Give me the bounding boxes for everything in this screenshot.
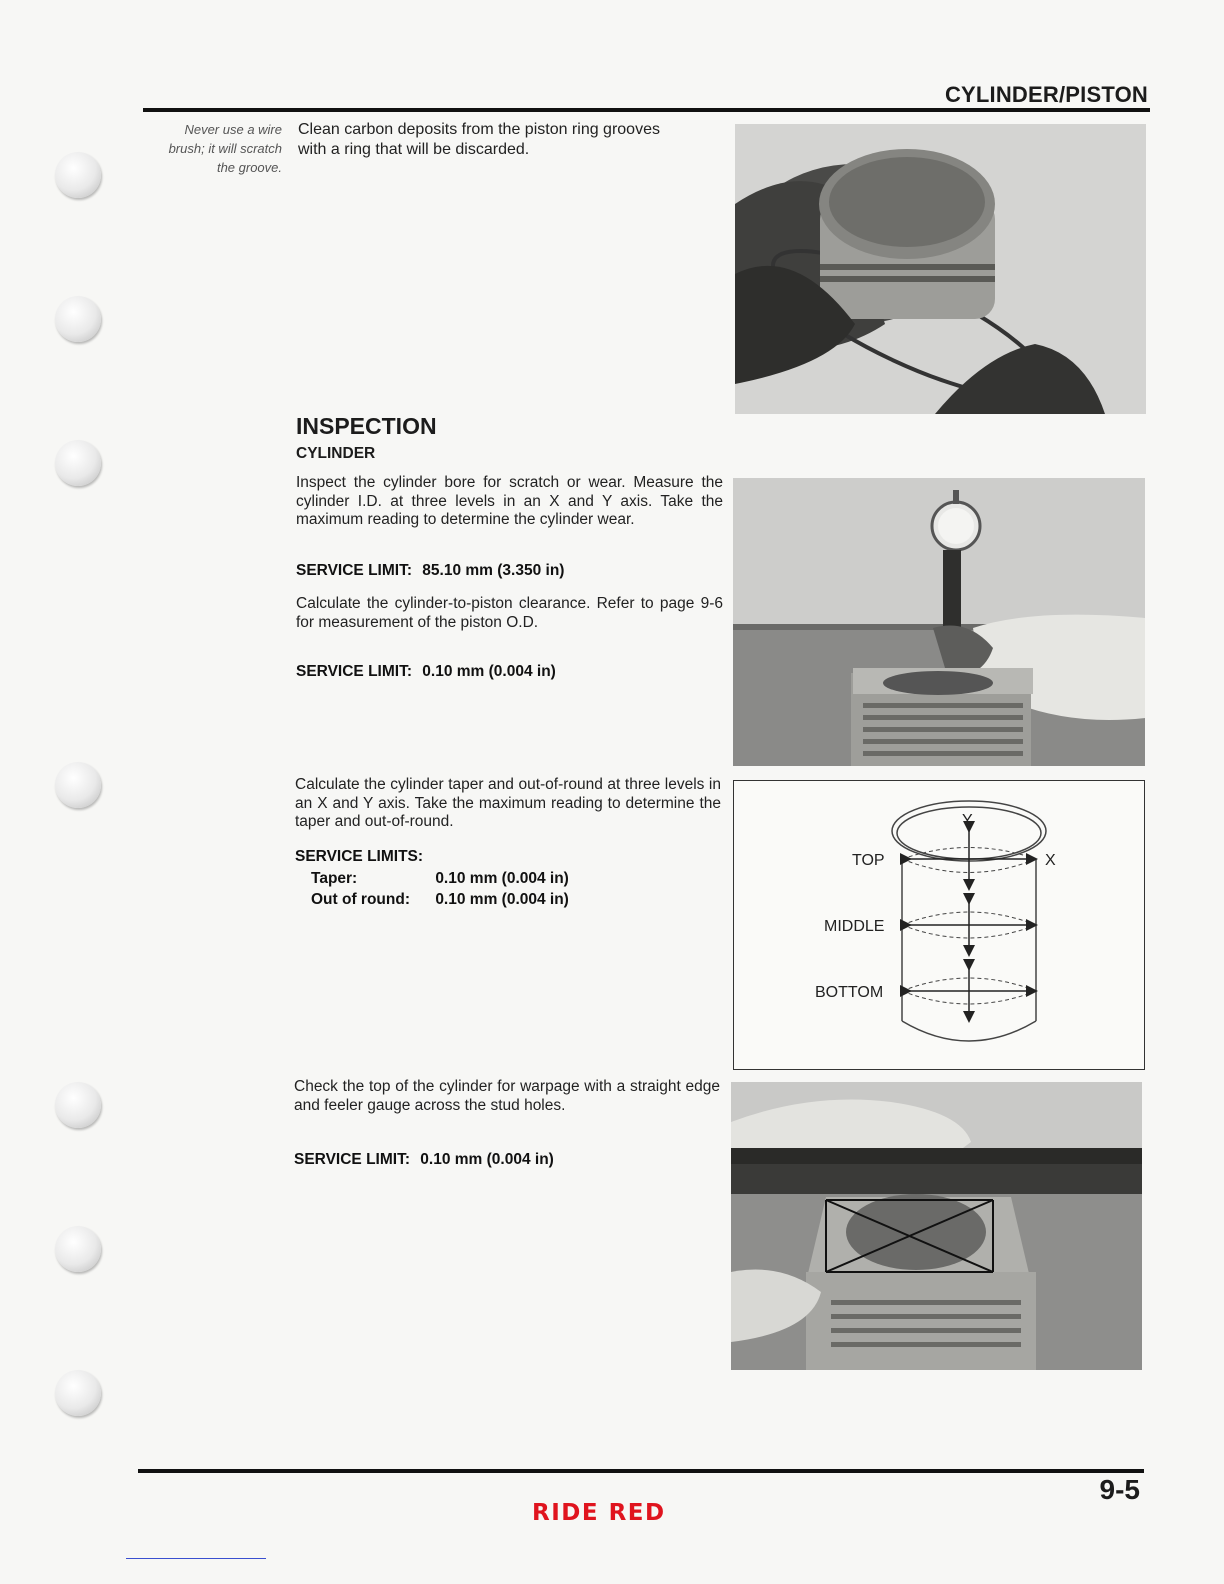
side-note-line: brush; it will scratch: [168, 141, 282, 156]
service-limit-warpage: [294, 1151, 554, 1169]
page-number: 9-5: [1099, 1474, 1140, 1505]
binder-hole: [55, 1082, 101, 1128]
bore-gauge-illustration: [733, 478, 1145, 766]
measurement-diagram: [733, 780, 1145, 1070]
taper-limit: [311, 870, 569, 888]
bottom-link-rule: [126, 1558, 266, 1559]
intro-line: Clean carbon deposits from the piston ring grooves: [298, 121, 660, 138]
out-of-round-limit: [311, 891, 569, 909]
inspection-paragraph: Inspect the cylinder bore for scratch or wear. Measure the cylinder I.D. at three levels in an X and Y axis. Take the maximum reading to determine the cylinder wear.: [296, 474, 723, 528]
service-limit-label: SERVICE LIMIT:: [296, 562, 412, 579]
piston-cleaning-illustration: [735, 124, 1146, 414]
taper-value: 0.10 mm (0.004 in): [435, 870, 569, 887]
side-note-line: the groove.: [216, 160, 282, 175]
middle-level-label: MIDDLE: [824, 918, 885, 935]
inspection-heading: INSPECTION: [296, 413, 437, 439]
binder-hole: [55, 152, 101, 198]
service-limit-value: 0.10 mm (0.004 in): [420, 1151, 554, 1168]
cylinder-subheading: CYLINDER: [296, 445, 376, 462]
warpage-check-illustration: [731, 1082, 1142, 1370]
warpage-paragraph: Check the top of the cylinder for warpage with a straight edge and feeler gauge across the stud holes.: [294, 1078, 720, 1114]
binder-hole: [55, 1226, 101, 1272]
out-of-round-label: Out of round:: [311, 891, 410, 908]
service-limit-label: SERVICE LIMIT:: [294, 1151, 410, 1168]
piston-cleaning-photo: [735, 124, 1146, 414]
top-level-label: TOP: [852, 852, 885, 869]
cylinder-measurement-diagram: [734, 781, 1144, 1069]
service-limit-value: 85.10 mm (3.350 in): [422, 562, 565, 579]
warpage-check-photo: [731, 1082, 1142, 1370]
bottom-level-label: BOTTOM: [815, 984, 884, 1001]
footer-rule: [138, 1469, 1144, 1473]
binder-hole: [55, 762, 101, 808]
service-limit-label: SERVICE LIMIT:: [296, 663, 412, 680]
binder-hole: [55, 296, 101, 342]
section-title: CYLINDER/PISTON: [944, 82, 1148, 107]
taper-label: Taper:: [311, 870, 358, 887]
side-note: [140, 120, 282, 177]
service-limit-value: 0.10 mm (0.004 in): [422, 663, 556, 680]
out-of-round-value: 0.10 mm (0.004 in): [435, 891, 569, 908]
y-axis-label: Y: [962, 812, 973, 829]
taper-paragraph: Calculate the cylinder taper and out-of-round at three levels in an X and Y axis. Take the maximum reading to determine the taper and out-of-round.: [295, 776, 721, 830]
binder-hole: [55, 440, 101, 486]
service-limits-label: SERVICE LIMITS:: [295, 848, 424, 865]
intro-line: with a ring that will be discarded.: [298, 141, 530, 158]
header-rule: [143, 108, 1150, 112]
bore-gauge-photo: [733, 478, 1145, 766]
x-axis-label: X: [1045, 852, 1056, 869]
side-note-line: Never use a wire: [184, 122, 282, 137]
brand-logo: RIDE RED: [532, 1500, 666, 1526]
intro-text: [298, 120, 728, 160]
service-limit-clearance: [296, 663, 556, 681]
binder-hole: [55, 1370, 101, 1416]
clearance-paragraph: Calculate the cylinder-to-piston clearance. Refer to page 9-6 for measurement of the piston O.D.: [296, 595, 723, 631]
service-limit-wear: [296, 562, 564, 580]
